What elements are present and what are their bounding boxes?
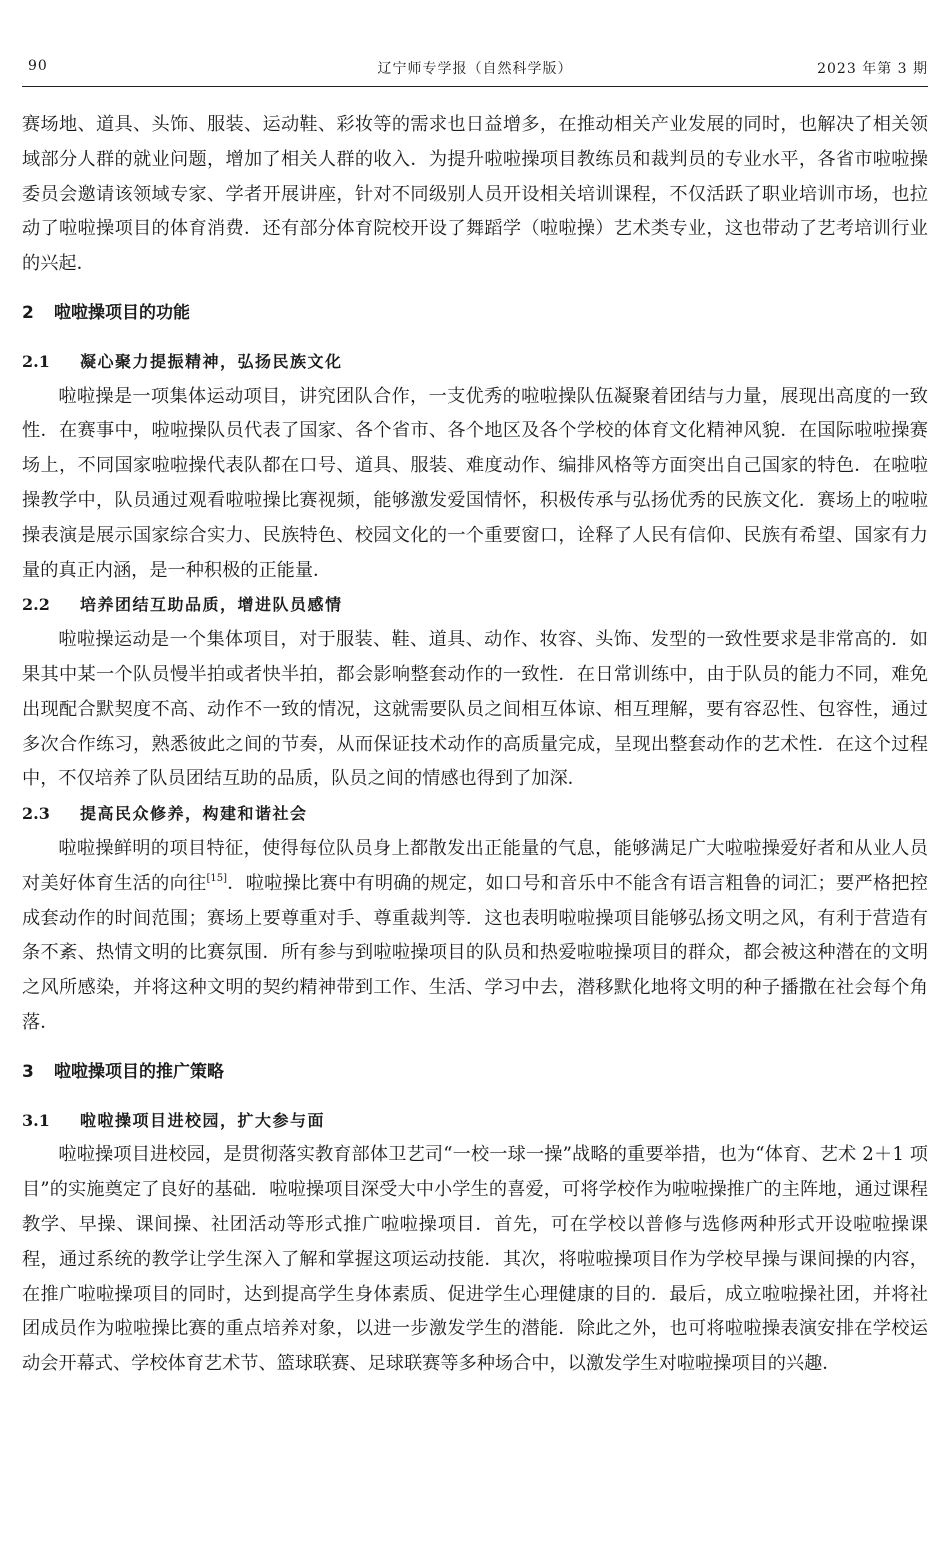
subsection-number: 3.1	[22, 1110, 50, 1130]
section-number: 2	[22, 302, 34, 323]
article-body	[22, 108, 928, 1382]
running-header	[22, 56, 928, 87]
issue-label: 2023 年第 3 期	[817, 61, 928, 77]
paragraph-text: ．啦啦操比赛中有明确的规定，如口号和音乐中不能含有语言粗鲁的词汇；要严格把控成套动作的时间范围；赛场上要尊重对手、尊重裁判等．这也表明啦啦操项目能够弘扬文明之风，有利于营造有条不紊、热情文明的比赛氛围．所有参与到啦啦操项目的队员和热爱啦啦操项目的群众，都会被这种潜在的文明之风所感染，并将这种文明的契约精神带到工作、生活、学习中去，潜移默化地将文明的种子播撒在社会每个角落．	[22, 872, 928, 1033]
subsection-3-1-paragraph: 啦啦操项目进校园，是贯彻落实教育部体卫艺司“一校一球一操”战略的重要举措，也为“体育、艺术 2＋1 项目”的实施奠定了良好的基础．啦啦操项目深受大中小学生的喜爱，可将学校作为啦啦操推广的主阵地，通过课程教学、早操、课间操、社团活动等形式推广啦啦操项目．首先，可在学校以普修与选修两种形式开设啦啦操课程，通过系统的教学让学生深入了解和掌握这项运动技能．其次，将啦啦操项目作为学校早操与课间操的内容，在推广啦啦操项目的同时，达到提高学生身体素质、促进学生心理健康的目的．最后，成立啦啦操社团，并将社团成员作为啦啦操比赛的重点培养对象，以进一步激发学生的潜能．除此之外，也可将啦啦操表演安排在学校运动会开幕式、学校体育艺术节、篮球联赛、足球联赛等多种场合中，以激发学生对啦啦操项目的兴趣．	[22, 1144, 928, 1375]
page-number: 90	[28, 58, 48, 74]
section-2-heading	[22, 296, 928, 331]
subsection-2-2-paragraph: 啦啦操运动是一个集体项目，对于服装、鞋、道具、动作、妆容、头饰、发型的一致性要求是非常高的．如果其中某一个队员慢半拍或者快半拍，都会影响整套动作的一致性．在日常训练中，由于队员的能力不同，难免出现配合默契度不高、动作不一致的情况，这就需要队员之间相互体谅、相互理解，要有容忍性、包容性，通过多次合作练习，熟悉彼此之间的节奏，从而保证技术动作的高质量完成，呈现出整套动作的艺术性．在这个过程中，不仅培养了队员团结互助的品质，队员之间的情感也得到了加深．	[22, 629, 928, 790]
subsection-title: 培养团结互助品质，增进队员感情	[80, 595, 343, 615]
section-3-heading	[22, 1055, 928, 1090]
subsection-title: 提高民众修养，构建和谐社会	[80, 804, 308, 824]
section-title: 啦啦操项目的功能	[54, 302, 190, 323]
section-number: 3	[22, 1061, 34, 1082]
paragraph-text: 啦啦操鲜明的项目特征，使得每位队员身上都散发出正能量的气息，能够满足广大啦啦操爱好者和从业人员对美好体育生活的向往	[22, 837, 928, 894]
journal-title: 辽宁师专学报（自然科学版）	[377, 61, 573, 77]
subsection-2-3-heading	[22, 797, 928, 832]
intro-paragraph: 赛场地、道具、头饰、服装、运动鞋、彩妆等的需求也日益增多，在推动相关产业发展的同时，也解决了相关领域部分人群的就业问题，增加了相关人群的收入．为提升啦啦操项目教练员和裁判员的专业水平，各省市啦啦操委员会邀请该领域专家、学者开展讲座，针对不同级别人员开设相关培训课程，不仅活跃了职业培训市场，也拉动了啦啦操项目的体育消费．还有部分体育院校开设了舞蹈学（啦啦操）艺术类专业，这也带动了艺考培训行业的兴起．	[22, 114, 928, 275]
subsection-3-1-heading	[22, 1104, 928, 1139]
subsection-number: 2.2	[22, 595, 50, 615]
section-title: 啦啦操项目的推广策略	[54, 1061, 224, 1082]
subsection-2-1-paragraph: 啦啦操是一项集体运动项目，讲究团队合作，一支优秀的啦啦操队伍凝聚着团结与力量，展现出高度的一致性．在赛事中，啦啦操队员代表了国家、各个省市、各个地区及各个学校的体育文化精神风貌．在国际啦啦操赛场上，不同国家啦啦操代表队都在口号、道具、服装、难度动作、编排风格等方面突出自己国家的特色．在啦啦操教学中，队员通过观看啦啦操比赛视频，能够激发爱国情怀，积极传承与弘扬优秀的民族文化．赛场上的啦啦操表演是展示国家综合实力、民族特色、校园文化的一个重要窗口，诠释了人民有信仰、民族有希望、国家有力量的真正内涵，是一种积极的正能量．	[22, 385, 928, 581]
subsection-title: 凝心聚力提振精神，弘扬民族文化	[80, 351, 343, 371]
subsection-2-3-paragraph	[22, 832, 928, 1041]
subsection-title: 啦啦操项目进校园，扩大参与面	[80, 1110, 326, 1130]
citation-ref: [15]	[206, 872, 227, 884]
subsection-number: 2.3	[22, 804, 50, 824]
subsection-2-1-heading	[22, 345, 928, 380]
subsection-number: 2.1	[22, 351, 50, 371]
subsection-2-2-heading	[22, 588, 928, 623]
